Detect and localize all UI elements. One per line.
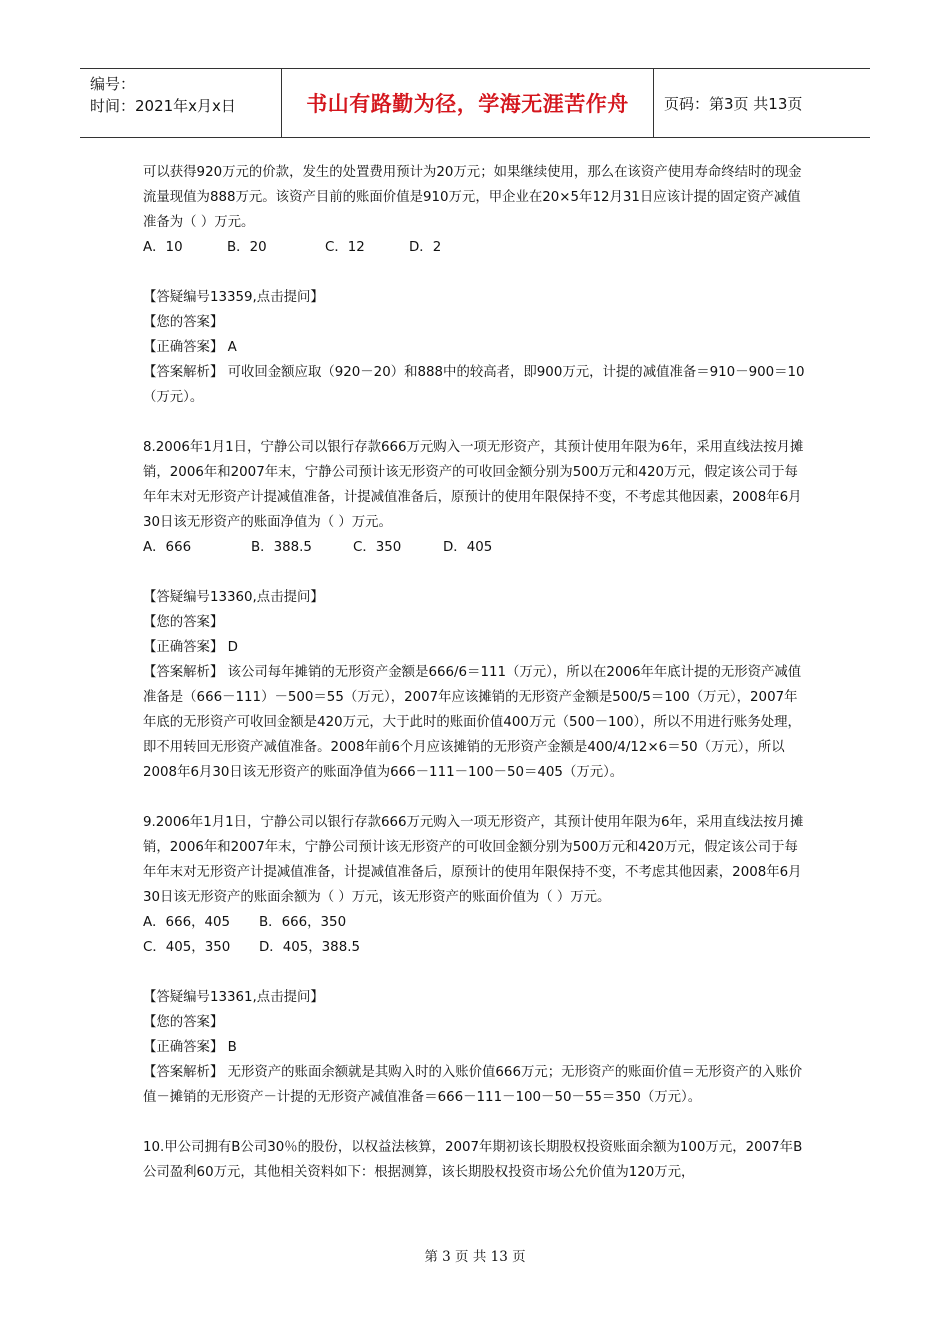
- option: A．10: [143, 240, 183, 255]
- page-header: [80, 68, 870, 138]
- document-body: [143, 160, 808, 1185]
- answer-options: [143, 935, 808, 960]
- answer-analysis: 【答案解析】 无形资产的账面余额就是其购入时的入账价值666万元；无形资产的账面价值＝无形资产的入账价值－摊销的无形资产－计提的无形资产减值准备＝666－111－100－50－55＝350（万元）。: [143, 1065, 803, 1105]
- correct-answer: 【正确答案】 B: [143, 1040, 237, 1055]
- your-answer: 【您的答案】: [143, 315, 224, 330]
- page-footer: 第 3 页 共 13 页: [424, 1249, 526, 1265]
- option: B．20: [227, 240, 267, 255]
- option: A．666: [143, 540, 192, 555]
- qa-link[interactable]: 【答疑编号13359,点击提问】: [143, 290, 324, 305]
- option: A．666，405: [143, 915, 231, 930]
- time-label: 时间：2021年x月x日: [90, 97, 236, 115]
- option: B．388.5: [251, 540, 312, 555]
- answer-options: [143, 235, 808, 260]
- your-answer: 【您的答案】: [143, 1015, 224, 1030]
- header-motto-cell: [282, 69, 654, 137]
- qa-link[interactable]: 【答疑编号13360,点击提问】: [143, 590, 324, 605]
- question-text: 8.2006年1月1日，宁静公司以银行存款666万元购入一项无形资产，其预计使用年限为6年，采用直线法按月摊销，2006年和2007年末，宁静公司预计该无形资产的可收回金额分别为500万元和420万元，假定该公司于每年年末对无形资产计提减值准备，计提减值准备后，原预计的使用年限保持不变，不考虑其他因素，2008年6月30日该无形资产的账面净值为（ ）万元。: [143, 440, 804, 530]
- option: C．405，350: [143, 940, 231, 955]
- answer-options: [143, 910, 808, 935]
- option: C．350: [353, 540, 402, 555]
- motto: 书山有路勤为径，学海无涯苦作舟: [306, 92, 629, 116]
- answer-analysis: 【答案解析】 该公司每年摊销的无形资产金额是666/6＝111（万元），所以在2006年年底计提的无形资产减值准备是（666－111）－500＝55（万元），2007年应该摊销的无形资产金额是500/5＝100（万元），2007年年底的无形资产可收回金额是420万元，大于此时的账面价值400万元（500－100），所以不用进行账务处理，即不用转回无形资产减值准备。2008年前6个月应该摊销的无形资产金额是400/4/12×6＝50（万元），所以2008年6月30日该无形资产的账面净值为666－111－100－50＝405（万元）。: [143, 665, 802, 780]
- correct-answer: 【正确答案】 A: [143, 340, 237, 355]
- option: B．666，350: [259, 915, 347, 930]
- answer-analysis: 【答案解析】 可收回金额应取（920－20）和888中的较高者，即900万元，计提的减值准备＝910－900＝10（万元）。: [143, 365, 805, 405]
- page-code: 页码：第3页 共13页: [664, 94, 803, 113]
- your-answer: 【您的答案】: [143, 615, 224, 630]
- option: D．405: [443, 540, 493, 555]
- question-text: 9.2006年1月1日，宁静公司以银行存款666万元购入一项无形资产，其预计使用年限为6年，采用直线法按月摊销，2006年和2007年末，宁静公司预计该无形资产的可收回金额分别为500万元和420万元，假定该公司于每年年末对无形资产计提减值准备，计提减值准备后，原预计的使用年限保持不变，不考虑其他因素，2008年6月30日该无形资产的账面余额为（ ）万元，该无形资产的账面价值为（ ）万元。: [143, 815, 804, 905]
- correct-answer: 【正确答案】 D: [143, 640, 238, 655]
- header-info: [80, 69, 282, 137]
- option: D．405，388.5: [259, 940, 360, 955]
- qa-link[interactable]: 【答疑编号13361,点击提问】: [143, 990, 324, 1005]
- option: D．2: [409, 240, 442, 255]
- question-text: 可以获得920万元的价款，发生的处置费用预计为20万元；如果继续使用，那么在该资产使用寿命终结时的现金流量现值为888万元。该资产目前的账面价值是910万元，甲企业在20×5年12月31日应该计提的固定资产减值准备为（ ）万元。: [143, 165, 802, 230]
- option: C．12: [325, 240, 365, 255]
- question-text: 10.甲公司拥有B公司30％的股份，以权益法核算，2007年期初该长期股权投资账面余额为100万元，2007年B公司盈利60万元，其他相关资料如下：根据测算，该长期股权投资市场公允价值为120万元，: [143, 1140, 803, 1180]
- answer-options: [143, 535, 808, 560]
- number-label: 编号：: [90, 75, 136, 93]
- header-page-cell: [654, 69, 870, 137]
